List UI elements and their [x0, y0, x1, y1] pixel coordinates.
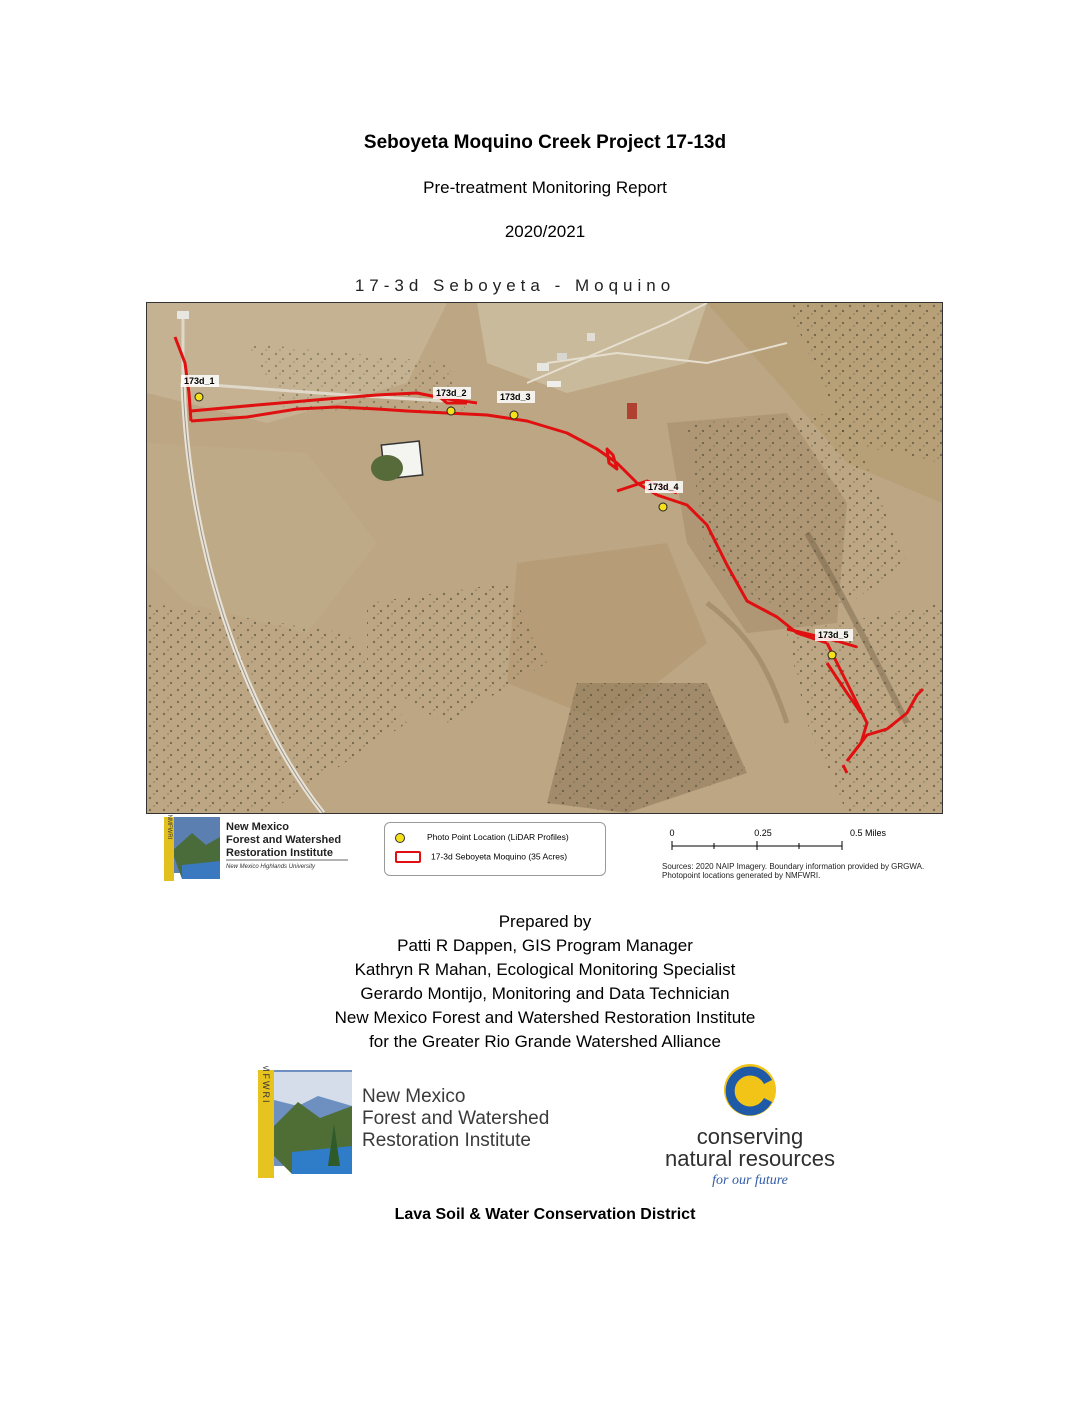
legend-photo-point-label: Photo Point Location (LiDAR Profiles)	[427, 832, 569, 842]
photo-point-3	[510, 411, 518, 419]
photo-point-5	[828, 651, 836, 659]
scale-tick-2: 0.5 Miles	[849, 828, 887, 838]
photo-point-label-5: 173d_5	[818, 630, 849, 640]
district-name: Lava Soil & Water Conservation District	[394, 1206, 696, 1223]
photo-point-1	[195, 393, 203, 401]
nmfwri-logo	[258, 1066, 588, 1181]
prepared-line-1: Patti R Dappen, GIS Program Manager	[397, 936, 693, 955]
prepared-heading: Prepared by	[498, 912, 592, 931]
sources-line-2: Photopoint locations generated by NMFWRI.	[662, 871, 821, 880]
logo-vertical-text: NMFWRI	[261, 1066, 271, 1105]
photo-point-symbol-icon	[395, 833, 405, 843]
cnr-line-1: conserving	[696, 1124, 804, 1149]
photo-point-4	[659, 503, 667, 511]
scale-tick-1: 0.25	[754, 828, 772, 838]
prepared-by-block	[0, 910, 1090, 1054]
legend-logo-vertical: NMFWRI	[166, 815, 172, 840]
aerial-map-image	[147, 303, 942, 813]
report-year: 2020/2021	[504, 222, 586, 241]
logo-line-2: Forest and Watershed	[362, 1108, 550, 1129]
cnr-line-3: for our future	[712, 1173, 788, 1188]
photo-point-label-3: 173d_3	[500, 392, 531, 402]
prepared-line-5: for the Greater Rio Grande Watershed Alliance	[369, 1032, 721, 1051]
photo-point-label-4: 173d_4	[648, 482, 679, 492]
prepared-line-2: Kathryn R Mahan, Ecological Monitoring Specialist	[354, 960, 736, 979]
scale-tick-0: 0	[669, 828, 675, 838]
prepared-line-4: New Mexico Forest and Watershed Restoration Institute	[334, 1008, 756, 1027]
legend-logo-line2: Forest and Watershed	[226, 834, 342, 846]
legend-logo-line3: Restoration Institute	[226, 847, 333, 859]
legend-nmfwri-logo	[162, 815, 352, 883]
logo-line-3: Restoration Institute	[362, 1130, 531, 1151]
report-title: Seboyeta Moquino Creek Project 17-13d	[363, 132, 727, 153]
legend-boundary	[395, 851, 567, 863]
photo-point-2	[447, 407, 455, 415]
aerial-map	[146, 302, 943, 814]
cnr-line-2: natural resources	[665, 1146, 835, 1171]
logo-line-1: New Mexico	[362, 1086, 466, 1107]
report-subtitle: Pre-treatment Monitoring Report	[423, 178, 667, 197]
map-sources	[662, 862, 952, 880]
map-legend	[384, 822, 606, 876]
legend-photo-point	[395, 832, 569, 843]
legend-logo-sub: New Mexico Highlands University	[226, 864, 316, 870]
legend-boundary-label: 17-3d Seboyeta Moquino (35 Acres)	[431, 851, 568, 862]
photo-point-label-1: 173d_1	[184, 376, 215, 386]
conserving-natural-resources-logo	[650, 1060, 850, 1190]
boundary-symbol-icon	[395, 851, 421, 863]
prepared-line-3: Gerardo Montijo, Monitoring and Data Technician	[360, 984, 730, 1003]
photo-point-label-2: 173d_2	[436, 388, 467, 398]
legend-logo-line1: New Mexico	[226, 821, 289, 833]
sources-line-1: Sources: 2020 NAIP Imagery. Boundary information provided by GRGWA.	[662, 862, 925, 871]
map-title: 17-3d Seboyeta - Moquino	[354, 276, 676, 295]
